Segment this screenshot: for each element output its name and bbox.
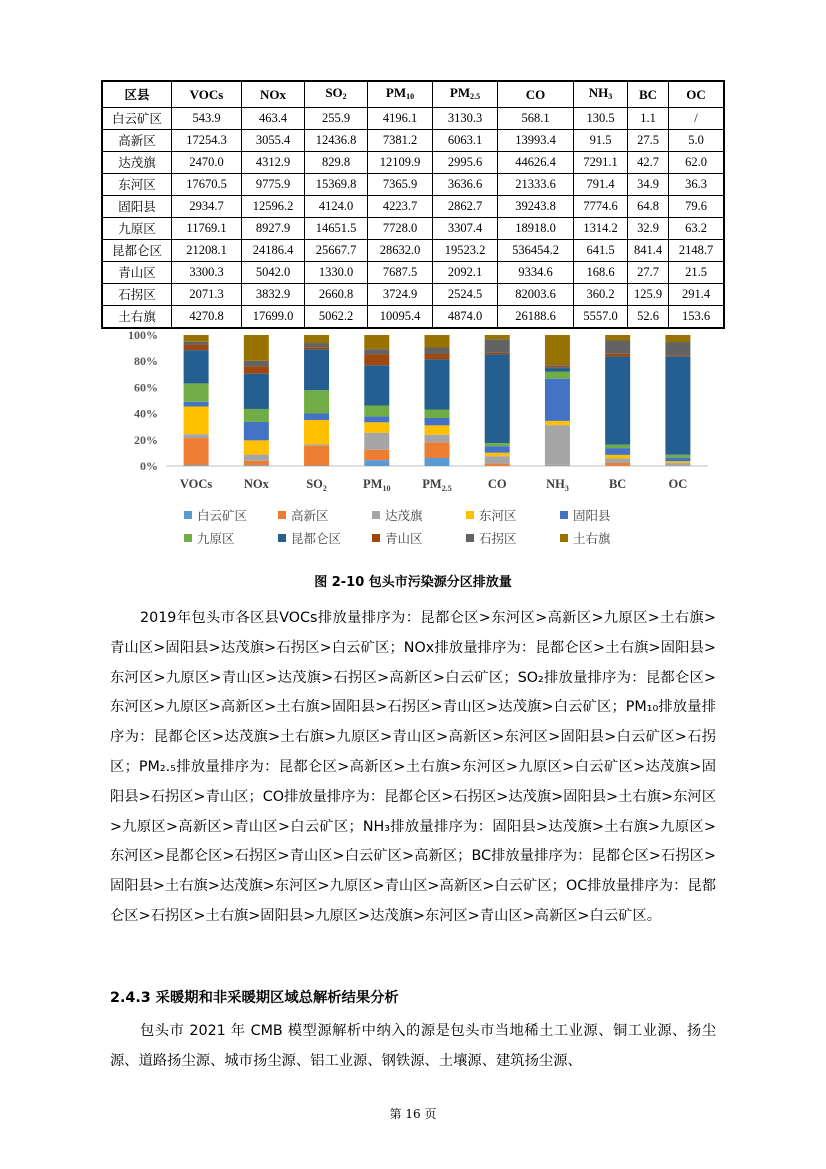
bar-segment-pm10-达茂旗 [364, 433, 389, 450]
value-cell: / [669, 108, 725, 130]
header-nox: NOx [242, 81, 305, 108]
value-cell: 463.4 [242, 108, 305, 130]
bar-segment-bc-达茂旗 [605, 459, 630, 463]
bar-segment-vocs-昆都仑区 [184, 350, 209, 383]
legend-swatch-东河区 [466, 511, 474, 519]
bar-segment-oc-固阳县 [665, 458, 690, 462]
bar-segment-nox-土右旗 [244, 335, 269, 361]
value-cell: 7291.1 [574, 152, 628, 174]
y-tick-label: 60% [134, 380, 158, 395]
legend-swatch-昆都仑区 [278, 534, 286, 542]
bar-segment-vocs-石拐区 [184, 342, 209, 345]
x-tick-label: BC [608, 477, 627, 491]
value-cell: 255.9 [305, 108, 368, 130]
value-cell: 7774.6 [574, 196, 628, 218]
header-co: CO [498, 81, 574, 108]
bar-segment-pm10-东河区 [364, 422, 389, 432]
value-cell: 168.6 [574, 262, 628, 284]
district-name-cell: 高新区 [102, 130, 172, 152]
bar-segment-nh3-石拐区 [545, 365, 570, 367]
table-row [102, 130, 724, 152]
value-cell: 1314.2 [574, 218, 628, 240]
district-name-cell: 固阳县 [102, 196, 172, 218]
figure-caption: 图 2-10 包头市污染源分区排放量 [314, 575, 512, 590]
district-name-cell: 九原区 [102, 218, 172, 240]
bar-segment-so2-东河区 [304, 420, 329, 444]
x-tick-label: CO [487, 477, 507, 491]
value-cell: 79.6 [669, 196, 725, 218]
value-cell: 39243.8 [498, 196, 574, 218]
bar-segment-co-东河区 [485, 453, 510, 457]
value-cell: 829.8 [305, 152, 368, 174]
bar-segment-pm25-高新区 [425, 442, 450, 458]
bar-segment-pm10-昆都仑区 [364, 365, 389, 405]
district-name-cell: 土右旗 [102, 306, 172, 329]
y-tick-label: 0% [140, 459, 158, 473]
bar-segment-vocs-青山区 [184, 345, 209, 350]
value-cell: 17254.3 [172, 130, 242, 152]
y-tick-label: 40% [134, 406, 158, 421]
district-name-cell: 石拐区 [102, 284, 172, 306]
value-cell: 82003.6 [498, 284, 574, 306]
bar-segment-bc-昆都仑区 [605, 357, 630, 445]
value-cell: 64.8 [628, 196, 669, 218]
value-cell: 4312.9 [242, 152, 305, 174]
value-cell: 2071.3 [172, 284, 242, 306]
value-cell: 2995.6 [433, 152, 498, 174]
bar-segment-nh3-昆都仑区 [545, 368, 570, 371]
bar-segment-co-达茂旗 [485, 456, 510, 463]
bar-segment-vocs-东河区 [184, 406, 209, 434]
x-tick-label: $PM_{2.5}$ [422, 477, 452, 493]
paragraph-emission-ranking: 2019年包头市各区县VOCs排放量排序为：昆都仑区>东河区>高新区>九原区>土右旗>青山区>固阳县>达茂旗>石拐区>白云矿区；NOx排放量排序为：昆都仑区>土右旗>固阳县>东河区>九原区>青山区>达茂旗>石拐区>高新区>白云矿区；SO₂排放量排序为：昆都仑区>东河区>九原区>高新区>土右旗>固阳县>石拐区>青山区>达茂旗>白云矿区；PM₁₀排放量排序为：昆都仑区>达茂旗>土右旗>九原区>青山区>高新区>东河区>固阳县>白云矿区>石拐区；PM₂.₅排放量排序为：昆都仑区>高新区>土右旗>东河区>九原区>白云矿区>达茂旗>固阳县>石拐区>青山区；CO排放量排序为：昆都仑区>石拐区>达茂旗>固阳县>土右旗>东河区>九原区>高新区>青山区>白云矿区；NH₃排放量排序为：固阳县>达茂旗>土右旗>九原区>东河区>昆都仑区>石拐区>青山区>白云矿区>高新区；BC排放量排序为：昆都仑区>石拐区>固阳县>土右旗>达茂旗>东河区>九原区>青山区>高新区>白云矿区；OC排放量排序为：昆都仑区>石拐区>土右旗>固阳县>九原区>达茂旗>东河区>青山区>高新区>白云矿区。 [110, 610, 716, 924]
bar-segment-so2-青山区 [304, 347, 329, 349]
value-cell: 1330.0 [305, 262, 368, 284]
bar-segment-pm10-青山区 [364, 354, 389, 365]
bar-segment-nox-白云矿区 [244, 465, 269, 466]
bar-segment-nh3-土右旗 [545, 335, 570, 365]
header-so2: $SO_2$ [305, 81, 368, 108]
header-vocs: VOCs [172, 81, 242, 108]
bar-segment-nh3-固阳县 [545, 379, 570, 421]
value-cell: 21208.1 [172, 240, 242, 262]
bar-segment-nox-高新区 [244, 461, 269, 465]
x-tick-label: $SO_2$ [306, 477, 327, 493]
bar-segment-nh3-达茂旗 [545, 425, 570, 465]
bar-segment-vocs-白云矿区 [184, 465, 209, 466]
value-cell: 130.5 [574, 108, 628, 130]
table-row [102, 218, 724, 240]
legend-label-土右旗: 土右旗 [573, 531, 611, 546]
value-cell: 3832.9 [242, 284, 305, 306]
header-pm10: $PM_{10}$ [368, 81, 433, 108]
table-header-row [102, 81, 724, 108]
bar-segment-co-固阳县 [485, 446, 510, 452]
bar-segment-bc-石拐区 [605, 341, 630, 354]
stacked-bar-chart [110, 324, 716, 560]
bar-segment-nox-固阳县 [244, 422, 269, 440]
value-cell: 17699.0 [242, 306, 305, 329]
value-cell: 153.6 [669, 306, 725, 329]
value-cell: 44626.4 [498, 152, 574, 174]
bar-segment-oc-达茂旗 [665, 463, 690, 466]
value-cell: 4196.1 [368, 108, 433, 130]
value-cell: 791.4 [574, 174, 628, 196]
bar-segment-so2-昆都仑区 [304, 349, 329, 390]
value-cell: 15369.8 [305, 174, 368, 196]
bar-segment-nox-达茂旗 [244, 455, 269, 461]
value-cell: 63.2 [669, 218, 725, 240]
section-heading: 2.4.3 采暖期和非采暖期区域总解析结果分析 [110, 990, 399, 1006]
legend-swatch-青山区 [372, 534, 380, 542]
table-body [102, 108, 724, 329]
value-cell: 5042.0 [242, 262, 305, 284]
value-cell: 568.1 [498, 108, 574, 130]
bar-segment-so2-达茂旗 [304, 444, 329, 445]
bar-segment-pm10-高新区 [364, 450, 389, 460]
value-cell: 125.9 [628, 284, 669, 306]
value-cell: 42.7 [628, 152, 669, 174]
bar-segment-bc-土右旗 [605, 335, 630, 341]
table-row [102, 284, 724, 306]
legend-label-东河区: 东河区 [479, 508, 517, 523]
table-row [102, 174, 724, 196]
x-tick-label: $NH_3$ [546, 477, 569, 493]
table-row [102, 262, 724, 284]
value-cell: 25667.7 [305, 240, 368, 262]
bar-segment-bc-高新区 [605, 463, 630, 466]
header-nh3: $NH_3$ [574, 81, 628, 108]
legend-label-白云矿区: 白云矿区 [197, 508, 248, 523]
value-cell: 2862.7 [433, 196, 498, 218]
value-cell: 26188.6 [498, 306, 574, 329]
value-cell: 12436.8 [305, 130, 368, 152]
bar-segment-bc-固阳县 [605, 448, 630, 455]
value-cell: 2092.1 [433, 262, 498, 284]
value-cell: 62.0 [669, 152, 725, 174]
district-name-cell: 东河区 [102, 174, 172, 196]
value-cell: 3307.4 [433, 218, 498, 240]
legend-label-青山区: 青山区 [385, 531, 423, 546]
value-cell: 641.5 [574, 240, 628, 262]
value-cell: 2934.7 [172, 196, 242, 218]
header-district: 区县 [102, 81, 172, 108]
bar-segment-pm10-固阳县 [364, 416, 389, 422]
bar-segment-so2-高新区 [304, 446, 329, 466]
bar-segment-vocs-达茂旗 [184, 434, 209, 438]
value-cell: 3636.6 [433, 174, 498, 196]
bar-segment-pm10-九原区 [364, 406, 389, 417]
value-cell: 13993.4 [498, 130, 574, 152]
value-cell: 2660.8 [305, 284, 368, 306]
bar-segment-so2-土右旗 [304, 335, 329, 343]
table-row [102, 108, 724, 130]
bar-segment-pm25-东河区 [425, 425, 450, 434]
value-cell: 3130.3 [433, 108, 498, 130]
bar-segment-vocs-高新区 [184, 438, 209, 465]
legend-label-固阳县: 固阳县 [573, 508, 611, 523]
table-row [102, 196, 724, 218]
value-cell: 21333.6 [498, 174, 574, 196]
bar-segment-nox-东河区 [244, 440, 269, 454]
value-cell: 536454.2 [498, 240, 574, 262]
value-cell: 841.4 [628, 240, 669, 262]
value-cell: 14651.5 [305, 218, 368, 240]
value-cell: 17670.5 [172, 174, 242, 196]
bar-segment-pm25-土右旗 [425, 335, 450, 348]
header-pm25: $PM_{2.5}$ [433, 81, 498, 108]
value-cell: 5062.2 [305, 306, 368, 329]
legend-swatch-高新区 [278, 511, 286, 519]
bar-segment-vocs-固阳县 [184, 402, 209, 407]
bar-segment-oc-石拐区 [665, 342, 690, 355]
bar-segment-so2-九原区 [304, 390, 329, 413]
bar-segment-co-青山区 [485, 353, 510, 355]
bar-segment-vocs-土右旗 [184, 335, 209, 342]
bar-segment-co-土右旗 [485, 335, 510, 339]
bar-segment-pm25-固阳县 [425, 418, 450, 425]
value-cell: 28632.0 [368, 240, 433, 262]
value-cell: 3724.9 [368, 284, 433, 306]
bar-segment-pm10-白云矿区 [364, 460, 389, 466]
bar-segment-oc-青山区 [665, 355, 690, 356]
legend-label-达茂旗: 达茂旗 [385, 508, 423, 523]
bar-segment-nox-昆都仑区 [244, 374, 269, 409]
value-cell: 36.3 [669, 174, 725, 196]
bar-segment-nh3-东河区 [545, 421, 570, 425]
district-name-cell: 白云矿区 [102, 108, 172, 130]
value-cell: 12109.9 [368, 152, 433, 174]
value-cell: 1.1 [628, 108, 669, 130]
legend-swatch-石拐区 [466, 534, 474, 542]
value-cell: 24186.4 [242, 240, 305, 262]
value-cell: 7381.2 [368, 130, 433, 152]
x-tick-label: VOCs [179, 477, 213, 491]
legend-swatch-白云矿区 [184, 511, 192, 519]
value-cell: 52.6 [628, 306, 669, 329]
x-tick-label: NOx [243, 477, 269, 491]
value-cell: 27.7 [628, 262, 669, 284]
legend-swatch-土右旗 [560, 534, 568, 542]
value-cell: 21.5 [669, 262, 725, 284]
district-name-cell: 达茂旗 [102, 152, 172, 174]
value-cell: 91.5 [574, 130, 628, 152]
y-tick-label: 80% [134, 354, 158, 369]
value-cell: 360.2 [574, 284, 628, 306]
bar-segment-pm25-石拐区 [425, 348, 450, 354]
value-cell: 4223.7 [368, 196, 433, 218]
bar-segment-nh3-白云矿区 [545, 465, 570, 466]
bar-segment-bc-青山区 [605, 354, 630, 357]
y-tick-label: 100% [128, 328, 158, 342]
district-name-cell: 昆都仑区 [102, 240, 172, 262]
legend-swatch-九原区 [184, 534, 192, 542]
district-name-cell: 青山区 [102, 262, 172, 284]
legend-swatch-固阳县 [560, 511, 568, 519]
value-cell: 4874.0 [433, 306, 498, 329]
value-cell: 3055.4 [242, 130, 305, 152]
legend-label-石拐区: 石拐区 [479, 531, 517, 546]
bar-segment-oc-九原区 [665, 455, 690, 458]
bar-segment-nh3-青山区 [545, 367, 570, 368]
value-cell: 7728.0 [368, 218, 433, 240]
value-cell: 3300.3 [172, 262, 242, 284]
bar-segment-co-九原区 [485, 443, 510, 446]
bar-segment-bc-东河区 [605, 455, 630, 459]
legend-swatch-达茂旗 [372, 511, 380, 519]
bar-segment-co-石拐区 [485, 339, 510, 353]
value-cell: 4124.0 [305, 196, 368, 218]
bar-segment-pm25-达茂旗 [425, 435, 450, 443]
bar-segment-vocs-九原区 [184, 383, 209, 401]
bar-segment-nox-九原区 [244, 409, 269, 422]
page-number: 第 16 页 [389, 1107, 437, 1121]
x-tick-label: $PM_{10}$ [363, 477, 391, 493]
bar-segment-nh3-九原区 [545, 372, 570, 379]
value-cell: 4270.8 [172, 306, 242, 329]
value-cell: 2470.0 [172, 152, 242, 174]
value-cell: 5557.0 [574, 306, 628, 329]
bar-segment-so2-石拐区 [304, 343, 329, 347]
bar-segment-oc-昆都仑区 [665, 356, 690, 454]
bar-segment-pm25-青山区 [425, 354, 450, 359]
value-cell: 543.9 [172, 108, 242, 130]
header-oc: OC [669, 81, 725, 108]
value-cell: 12596.2 [242, 196, 305, 218]
legend-label-九原区: 九原区 [197, 531, 235, 546]
value-cell: 11769.1 [172, 218, 242, 240]
header-bc: BC [628, 81, 669, 108]
bar-segment-pm25-白云矿区 [425, 458, 450, 466]
bar-segment-oc-土右旗 [665, 335, 690, 342]
value-cell: 9775.9 [242, 174, 305, 196]
bar-segment-pm25-九原区 [425, 410, 450, 418]
value-cell: 27.5 [628, 130, 669, 152]
value-cell: 8927.9 [242, 218, 305, 240]
value-cell: 34.9 [628, 174, 669, 196]
bar-segment-pm25-昆都仑区 [425, 359, 450, 409]
y-tick-label: 20% [134, 432, 158, 447]
value-cell: 6063.1 [433, 130, 498, 152]
value-cell: 7365.9 [368, 174, 433, 196]
table-row [102, 240, 724, 262]
value-cell: 18918.0 [498, 218, 574, 240]
bar-segment-co-昆都仑区 [485, 354, 510, 443]
value-cell: 9334.6 [498, 262, 574, 284]
bar-segment-nox-石拐区 [244, 361, 269, 367]
value-cell: 291.4 [669, 284, 725, 306]
x-tick-label: OC [668, 477, 688, 491]
bar-segment-nox-青山区 [244, 366, 269, 373]
emissions-table [101, 80, 725, 329]
bar-segment-so2-固阳县 [304, 414, 329, 421]
legend-label-高新区: 高新区 [291, 508, 329, 523]
paragraph-cmb-sources: 包头市 2021 年 CMB 模型源解析中纳入的源是包头市当地稀土工业源、铜工业源、扬尘源、道路扬尘源、城市扬尘源、铝工业源、钢铁源、土壤源、建筑扬尘源、 [110, 1023, 716, 1069]
value-cell: 10095.4 [368, 306, 433, 329]
bar-segment-bc-九原区 [605, 445, 630, 448]
bar-segment-pm10-土右旗 [364, 335, 389, 349]
value-cell: 5.0 [669, 130, 725, 152]
bar-segment-oc-东河区 [665, 461, 690, 463]
value-cell: 19523.2 [433, 240, 498, 262]
bar-segment-pm10-石拐区 [364, 349, 389, 354]
value-cell: 2524.5 [433, 284, 498, 306]
bar-segment-co-高新区 [485, 464, 510, 466]
table-row [102, 152, 724, 174]
legend-label-昆都仑区: 昆都仑区 [291, 531, 342, 546]
value-cell: 32.9 [628, 218, 669, 240]
value-cell: 2148.7 [669, 240, 725, 262]
value-cell: 7687.5 [368, 262, 433, 284]
